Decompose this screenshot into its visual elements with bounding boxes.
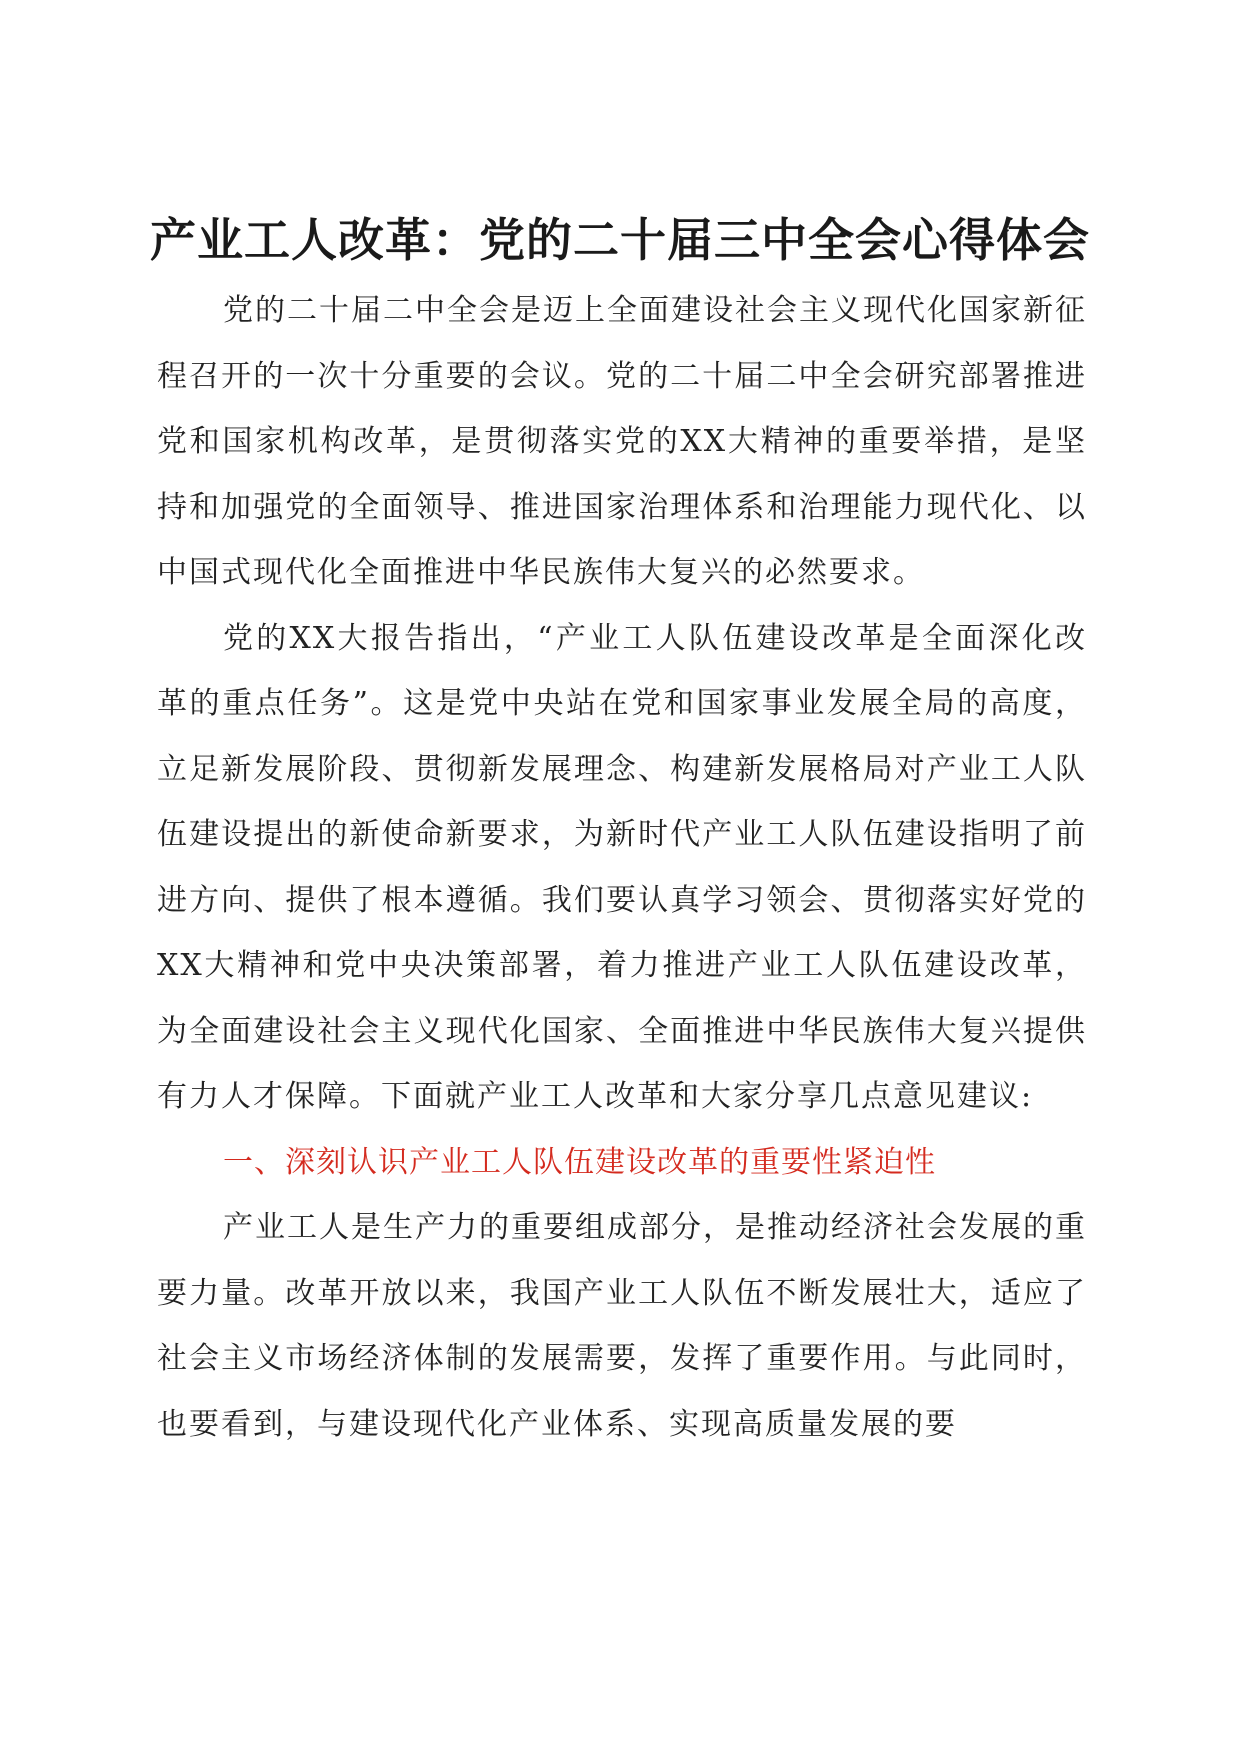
paragraph-report: 党的XX大报告指出，“产业工人队伍建设改革是全面深化改革的重点任务”。这是党中央站在党和国家事业发展全局的高度，立足新发展阶段、贯彻新发展理念、构建新发展格局对产业工人队伍建设提出的新使命新要求，为新时代产业工人队伍建设指明了前进方向、提供了根本遵循。我们要认真学习领会、贯彻落实好党的XX大精神和党中央决策部署，着力推进产业工人队伍建设改革，为全面建设社会主义现代化国家、全面推进中华民族伟大复兴提供有力人才保障。下面就产业工人改革和大家分享几点意见建议: <box>157 620 1087 1114</box>
paragraph-section-1: 产业工人是生产力的重要组成部分，是推动经济社会发展的重要力量。改革开放以来，我国产业工人队伍不断发展壮大，适应了社会主义市场经济体制的发展需要，发挥了重要作用。与此同时，也要看到，与建设现代化产业体系、实现高质量发展的要 <box>157 1210 1087 1442</box>
section-heading-1: 一、深刻认识产业工人队伍建设改革的重要性紧迫性 <box>223 1144 936 1180</box>
document-title: 产业工人改革：党的二十届三中全会心得体会 <box>150 213 1090 267</box>
paragraph-intro: 党的二十届二中全会是迈上全面建设社会主义现代化国家新征程召开的一次十分重要的会议。党的二十届二中全会研究部署推进党和国家机构改革，是贯彻落实党的XX大精神的重要举措，是坚持和加强党的全面领导、推进国家治理体系和治理能力现代化、以中国式现代化全面推进中华民族伟大复兴的必然要求。 <box>157 293 1087 590</box>
document-body <box>157 278 1087 1457</box>
